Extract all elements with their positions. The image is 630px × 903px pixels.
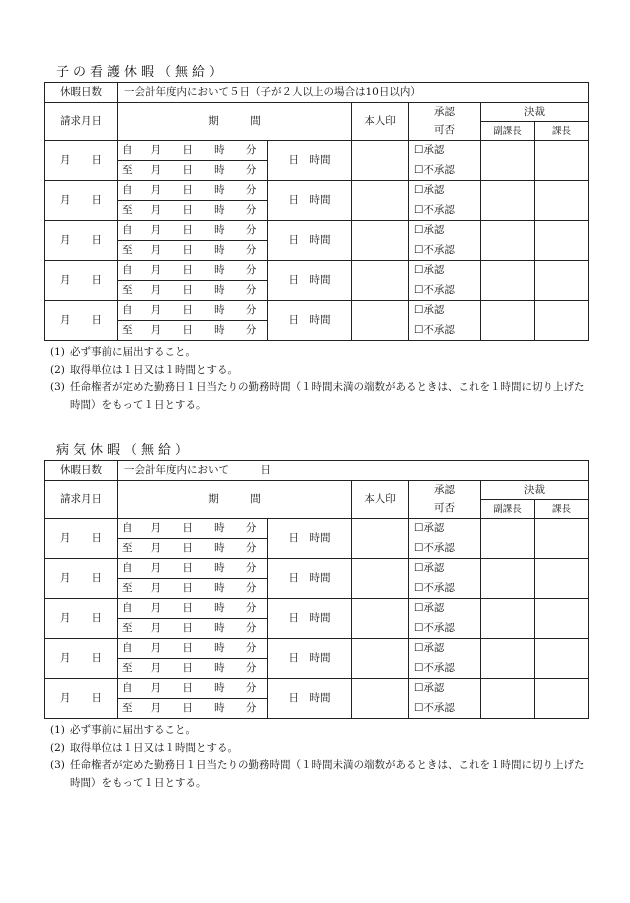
header-decision: 決裁 [481,103,589,122]
deputy-seal-cell[interactable] [481,599,535,639]
leave-request-table [44,82,589,341]
day-hours-cell[interactable]: 日 時間 [268,639,352,679]
day-hours-cell[interactable]: 日 時間 [268,261,352,301]
not-approve-checkbox[interactable]: ☐不承認 [409,321,481,341]
approve-checkbox[interactable]: ☐承認 [409,181,481,201]
chief-seal-cell[interactable] [535,221,589,261]
day-hours-cell[interactable]: 日 時間 [268,181,352,221]
period-to-cell[interactable]: 至 月 日 時 分 [118,201,268,221]
approve-checkbox[interactable]: ☐承認 [409,141,481,161]
note-item: (3) 任命権者が定めた勤務日１日当たりの勤務時間（１時間未満の端数があるときは、これを１時間に切り上げた時間）をもって１日とする。 [50,759,585,789]
header-chief: 課長 [535,500,589,519]
header-request-date: 請求月日 [45,481,118,519]
not-approve-checkbox[interactable]: ☐不承認 [409,539,481,559]
section-title: 病気休暇（無給） [56,443,193,458]
deputy-seal-cell[interactable] [481,519,535,559]
note-item: (3) 任命権者が定めた勤務日１日当たりの勤務時間（１時間未満の端数があるときは、これを１時間に切り上げた時間）をもって１日とする。 [50,381,585,411]
day-hours-cell[interactable]: 日 時間 [268,559,352,599]
period-to-cell[interactable]: 至 月 日 時 分 [118,659,268,679]
header-chief: 課長 [535,122,589,141]
note-item: (1) 必ず事前に届出すること。 [50,724,196,736]
request-row [45,221,589,241]
approve-checkbox[interactable]: ☐承認 [409,301,481,321]
deputy-seal-cell[interactable] [481,261,535,301]
not-approve-checkbox[interactable]: ☐不承認 [409,161,481,181]
chief-seal-cell[interactable] [535,679,589,719]
request-row [45,181,589,201]
leave-request-table [44,460,589,719]
period-to-cell[interactable]: 至 月 日 時 分 [118,579,268,599]
period-from-cell[interactable]: 自 月 日 時 分 [118,261,268,281]
request-date-cell[interactable]: 月 日 [45,559,118,599]
not-approve-checkbox[interactable]: ☐不承認 [409,619,481,639]
seal-cell[interactable] [352,599,409,639]
approve-checkbox[interactable]: ☐承認 [409,679,481,699]
seal-cell[interactable] [352,221,409,261]
request-row [45,261,589,281]
period-from-cell[interactable]: 自 月 日 時 分 [118,141,268,161]
header-approve-bottom: 可否 [409,500,481,519]
period-to-cell[interactable]: 至 月 日 時 分 [118,281,268,301]
deputy-seal-cell[interactable] [481,181,535,221]
days-text: 一会計年度内において５日（子が２人以上の場合は10日以内） [118,83,589,103]
day-hours-cell[interactable]: 日 時間 [268,519,352,559]
seal-cell[interactable] [352,679,409,719]
not-approve-checkbox[interactable]: ☐不承認 [409,201,481,221]
deputy-seal-cell[interactable] [481,301,535,341]
request-date-cell[interactable]: 月 日 [45,639,118,679]
header-deputy: 副課長 [481,122,535,141]
period-to-cell[interactable]: 至 月 日 時 分 [118,619,268,639]
request-date-cell[interactable]: 月 日 [45,181,118,221]
section-title: 子の看護休暇（無給） [56,65,227,80]
approve-checkbox[interactable]: ☐承認 [409,519,481,539]
header-deputy: 副課長 [481,500,535,519]
request-date-cell[interactable]: 月 日 [45,679,118,719]
days-label: 休暇日数 [45,83,118,103]
approve-checkbox[interactable]: ☐承認 [409,559,481,579]
seal-cell[interactable] [352,181,409,221]
period-to-cell[interactable]: 至 月 日 時 分 [118,241,268,261]
request-date-cell[interactable]: 月 日 [45,261,118,301]
notes [44,344,588,414]
day-hours-cell[interactable]: 日 時間 [268,301,352,341]
period-from-cell[interactable]: 自 月 日 時 分 [118,559,268,579]
period-from-cell[interactable]: 自 月 日 時 分 [118,221,268,241]
note-item: (1) 必ず事前に届出すること。 [50,346,196,358]
seal-cell[interactable] [352,519,409,559]
chief-seal-cell[interactable] [535,261,589,301]
chief-seal-cell[interactable] [535,639,589,679]
chief-seal-cell[interactable] [535,599,589,639]
request-row [45,599,589,619]
day-hours-cell[interactable]: 日 時間 [268,221,352,261]
leave-section-1 [44,64,588,414]
note-item: (2) 取得単位は１日又は１時間とする。 [50,741,238,754]
seal-cell[interactable] [352,639,409,679]
not-approve-checkbox[interactable]: ☐不承認 [409,241,481,261]
header-period: 期 間 [118,481,352,519]
header-approve-bottom: 可否 [409,122,481,141]
request-date-cell[interactable]: 月 日 [45,301,118,341]
approve-checkbox[interactable]: ☐承認 [409,221,481,241]
period-from-cell[interactable]: 自 月 日 時 分 [118,181,268,201]
header-decision: 決裁 [481,481,589,500]
period-from-cell[interactable]: 自 月 日 時 分 [118,639,268,659]
chief-seal-cell[interactable] [535,301,589,341]
request-row [45,559,589,579]
deputy-seal-cell[interactable] [481,679,535,719]
deputy-seal-cell[interactable] [481,141,535,181]
seal-cell[interactable] [352,141,409,181]
period-to-cell[interactable]: 至 月 日 時 分 [118,161,268,181]
deputy-seal-cell[interactable] [481,221,535,261]
days-text: 一会計年度内において 日 [118,461,589,481]
request-row [45,679,589,699]
day-hours-cell[interactable]: 日 時間 [268,599,352,639]
day-hours-cell[interactable]: 日 時間 [268,679,352,719]
approve-checkbox[interactable]: ☐承認 [409,261,481,281]
seal-cell[interactable] [352,559,409,599]
leave-section-2 [44,442,588,792]
period-to-cell[interactable]: 至 月 日 時 分 [118,321,268,341]
request-row [45,639,589,659]
period-from-cell[interactable]: 自 月 日 時 分 [118,599,268,619]
request-row [45,519,589,539]
request-date-cell[interactable]: 月 日 [45,141,118,181]
period-to-cell[interactable]: 至 月 日 時 分 [118,699,268,719]
period-from-cell[interactable]: 自 月 日 時 分 [118,519,268,539]
request-date-cell[interactable]: 月 日 [45,221,118,261]
header-seal: 本人印 [352,103,409,141]
not-approve-checkbox[interactable]: ☐不承認 [409,579,481,599]
request-date-cell[interactable]: 月 日 [45,519,118,559]
period-to-cell[interactable]: 至 月 日 時 分 [118,539,268,559]
header-approve-top: 承認 [409,103,481,122]
not-approve-checkbox[interactable]: ☐不承認 [409,699,481,719]
chief-seal-cell[interactable] [535,559,589,599]
approve-checkbox[interactable]: ☐承認 [409,639,481,659]
day-hours-cell[interactable]: 日 時間 [268,141,352,181]
request-row [45,301,589,321]
days-label: 休暇日数 [45,461,118,481]
header-seal: 本人印 [352,481,409,519]
header-period: 期 間 [118,103,352,141]
chief-seal-cell[interactable] [535,519,589,559]
chief-seal-cell[interactable] [535,181,589,221]
deputy-seal-cell[interactable] [481,559,535,599]
period-from-cell[interactable]: 自 月 日 時 分 [118,679,268,699]
not-approve-checkbox[interactable]: ☐不承認 [409,659,481,679]
not-approve-checkbox[interactable]: ☐不承認 [409,281,481,301]
deputy-seal-cell[interactable] [481,639,535,679]
header-request-date: 請求月日 [45,103,118,141]
seal-cell[interactable] [352,261,409,301]
request-date-cell[interactable]: 月 日 [45,599,118,639]
seal-cell[interactable] [352,301,409,341]
notes [44,722,588,792]
period-from-cell[interactable]: 自 月 日 時 分 [118,301,268,321]
approve-checkbox[interactable]: ☐承認 [409,599,481,619]
chief-seal-cell[interactable] [535,141,589,181]
header-approve-top: 承認 [409,481,481,500]
request-row [45,141,589,161]
note-item: (2) 取得単位は１日又は１時間とする。 [50,363,238,376]
